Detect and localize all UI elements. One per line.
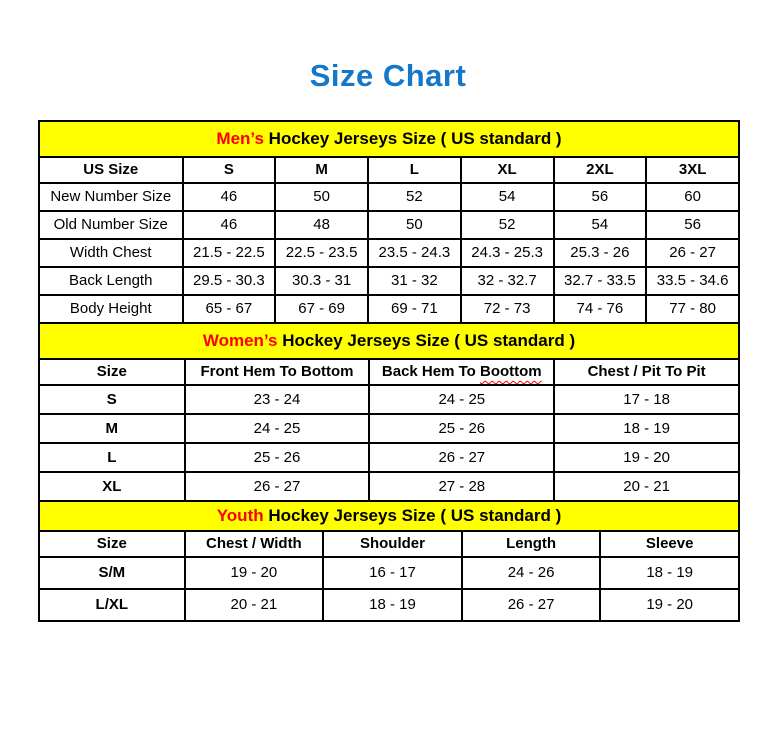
value-cell: 60 <box>646 183 739 211</box>
women-heading-accent: Women’s <box>202 330 278 350</box>
value-cell: 56 <box>554 183 647 211</box>
column-header-shoulder: Shoulder <box>323 531 462 557</box>
value-cell: 69 - 71 <box>368 295 461 323</box>
column-header-chest-pit-to-pit: Chest / Pit To Pit <box>554 359 739 385</box>
women-row-s <box>39 385 739 414</box>
men-heading-accent: Men’s <box>216 128 264 148</box>
column-header-3xl: 3XL <box>646 157 739 183</box>
youth-section-heading <box>39 501 739 531</box>
column-header-size: Size <box>39 359 185 385</box>
value-cell: 20 - 21 <box>554 472 739 501</box>
row-label-cell: Old Number Size <box>39 211 183 239</box>
value-cell: 19 - 20 <box>554 443 739 472</box>
column-header-chest-width: Chest / Width <box>185 531 324 557</box>
row-label-cell: Width Chest <box>39 239 183 267</box>
row-label-cell: Body Height <box>39 295 183 323</box>
value-cell: 32 - 32.7 <box>461 267 554 295</box>
value-cell: 26 - 27 <box>185 472 370 501</box>
value-cell: 25 - 26 <box>185 443 370 472</box>
youth-column-header-row <box>39 531 739 557</box>
men-row-width-chest <box>39 239 739 267</box>
women-column-header-row <box>39 359 739 385</box>
value-cell: 23.5 - 24.3 <box>368 239 461 267</box>
value-cell: 21.5 - 22.5 <box>183 239 276 267</box>
size-chart-tables <box>38 120 740 622</box>
youth-heading-rest: Hockey Jerseys Size ( US standard ) <box>263 505 562 525</box>
value-cell: 17 - 18 <box>554 385 739 414</box>
row-label-cell: Back Length <box>39 267 183 295</box>
youth-heading-accent: Youth <box>216 505 264 525</box>
column-header-l: L <box>368 157 461 183</box>
value-cell: 25.3 - 26 <box>554 239 647 267</box>
youth-row-l-xl <box>39 589 739 621</box>
women-row-xl <box>39 472 739 501</box>
men-row-back-length <box>39 267 739 295</box>
value-cell: 33.5 - 34.6 <box>646 267 739 295</box>
value-cell: 27 - 28 <box>369 472 554 501</box>
men-row-old-number-size <box>39 211 739 239</box>
women-section-heading <box>39 323 739 359</box>
value-cell: 23 - 24 <box>185 385 370 414</box>
youth-row-s-m <box>39 557 739 589</box>
men-heading-rest: Hockey Jerseys Size ( US standard ) <box>263 128 562 148</box>
women-heading-rest: Hockey Jerseys Size ( US standard ) <box>277 330 576 350</box>
row-label-cell: S/M <box>39 557 185 589</box>
value-cell: 72 - 73 <box>461 295 554 323</box>
value-cell: 74 - 76 <box>554 295 647 323</box>
value-cell: 54 <box>554 211 647 239</box>
women-size-table <box>38 322 740 502</box>
value-cell: 52 <box>461 211 554 239</box>
men-row-new-number-size <box>39 183 739 211</box>
column-header-s: S <box>183 157 276 183</box>
page-title: Size Chart <box>309 58 467 93</box>
column-header-xl: XL <box>461 157 554 183</box>
women-section-band <box>39 323 739 359</box>
value-cell: 24 - 25 <box>369 385 554 414</box>
value-cell: 50 <box>275 183 368 211</box>
value-cell: 77 - 80 <box>646 295 739 323</box>
men-size-table <box>38 120 740 324</box>
row-label-cell: XL <box>39 472 185 501</box>
men-section-heading <box>39 121 739 157</box>
men-row-body-height <box>39 295 739 323</box>
youth-section-band <box>39 501 739 531</box>
column-header-sleeve: Sleeve <box>600 531 739 557</box>
value-cell: 29.5 - 30.3 <box>183 267 276 295</box>
row-label-cell: M <box>39 414 185 443</box>
value-cell: 26 - 27 <box>369 443 554 472</box>
value-cell: 31 - 32 <box>368 267 461 295</box>
row-label-cell: L <box>39 443 185 472</box>
value-cell: 48 <box>275 211 368 239</box>
column-header-back-hem-to-boottom: Back Hem To Boottom <box>369 359 554 385</box>
value-cell: 56 <box>646 211 739 239</box>
size-chart-page <box>0 58 776 622</box>
value-cell: 19 - 20 <box>600 589 739 621</box>
column-header-2xl: 2XL <box>554 157 647 183</box>
value-cell: 46 <box>183 211 276 239</box>
column-header-size: Size <box>39 531 185 557</box>
value-cell: 24 - 26 <box>462 557 601 589</box>
value-cell: 26 - 27 <box>646 239 739 267</box>
value-cell: 54 <box>461 183 554 211</box>
column-header-us-size: US Size <box>39 157 183 183</box>
youth-size-table <box>38 500 740 622</box>
value-cell: 50 <box>368 211 461 239</box>
value-cell: 22.5 - 23.5 <box>275 239 368 267</box>
row-label-cell: S <box>39 385 185 414</box>
men-column-header-row <box>39 157 739 183</box>
misspelled-word: Boottom <box>480 363 542 381</box>
value-cell: 18 - 19 <box>323 589 462 621</box>
value-cell: 24.3 - 25.3 <box>461 239 554 267</box>
column-header-m: M <box>275 157 368 183</box>
row-label-cell: L/XL <box>39 589 185 621</box>
value-cell: 52 <box>368 183 461 211</box>
women-row-m <box>39 414 739 443</box>
value-cell: 30.3 - 31 <box>275 267 368 295</box>
men-section-band <box>39 121 739 157</box>
value-cell: 18 - 19 <box>554 414 739 443</box>
row-label-cell: New Number Size <box>39 183 183 211</box>
value-cell: 26 - 27 <box>462 589 601 621</box>
column-header-length: Length <box>462 531 601 557</box>
value-cell: 24 - 25 <box>185 414 370 443</box>
value-cell: 46 <box>183 183 276 211</box>
value-cell: 20 - 21 <box>185 589 324 621</box>
value-cell: 25 - 26 <box>369 414 554 443</box>
value-cell: 19 - 20 <box>185 557 324 589</box>
value-cell: 16 - 17 <box>323 557 462 589</box>
value-cell: 32.7 - 33.5 <box>554 267 647 295</box>
value-cell: 65 - 67 <box>183 295 276 323</box>
value-cell: 67 - 69 <box>275 295 368 323</box>
column-header-front-hem-to-bottom: Front Hem To Bottom <box>185 359 370 385</box>
value-cell: 18 - 19 <box>600 557 739 589</box>
women-row-l <box>39 443 739 472</box>
